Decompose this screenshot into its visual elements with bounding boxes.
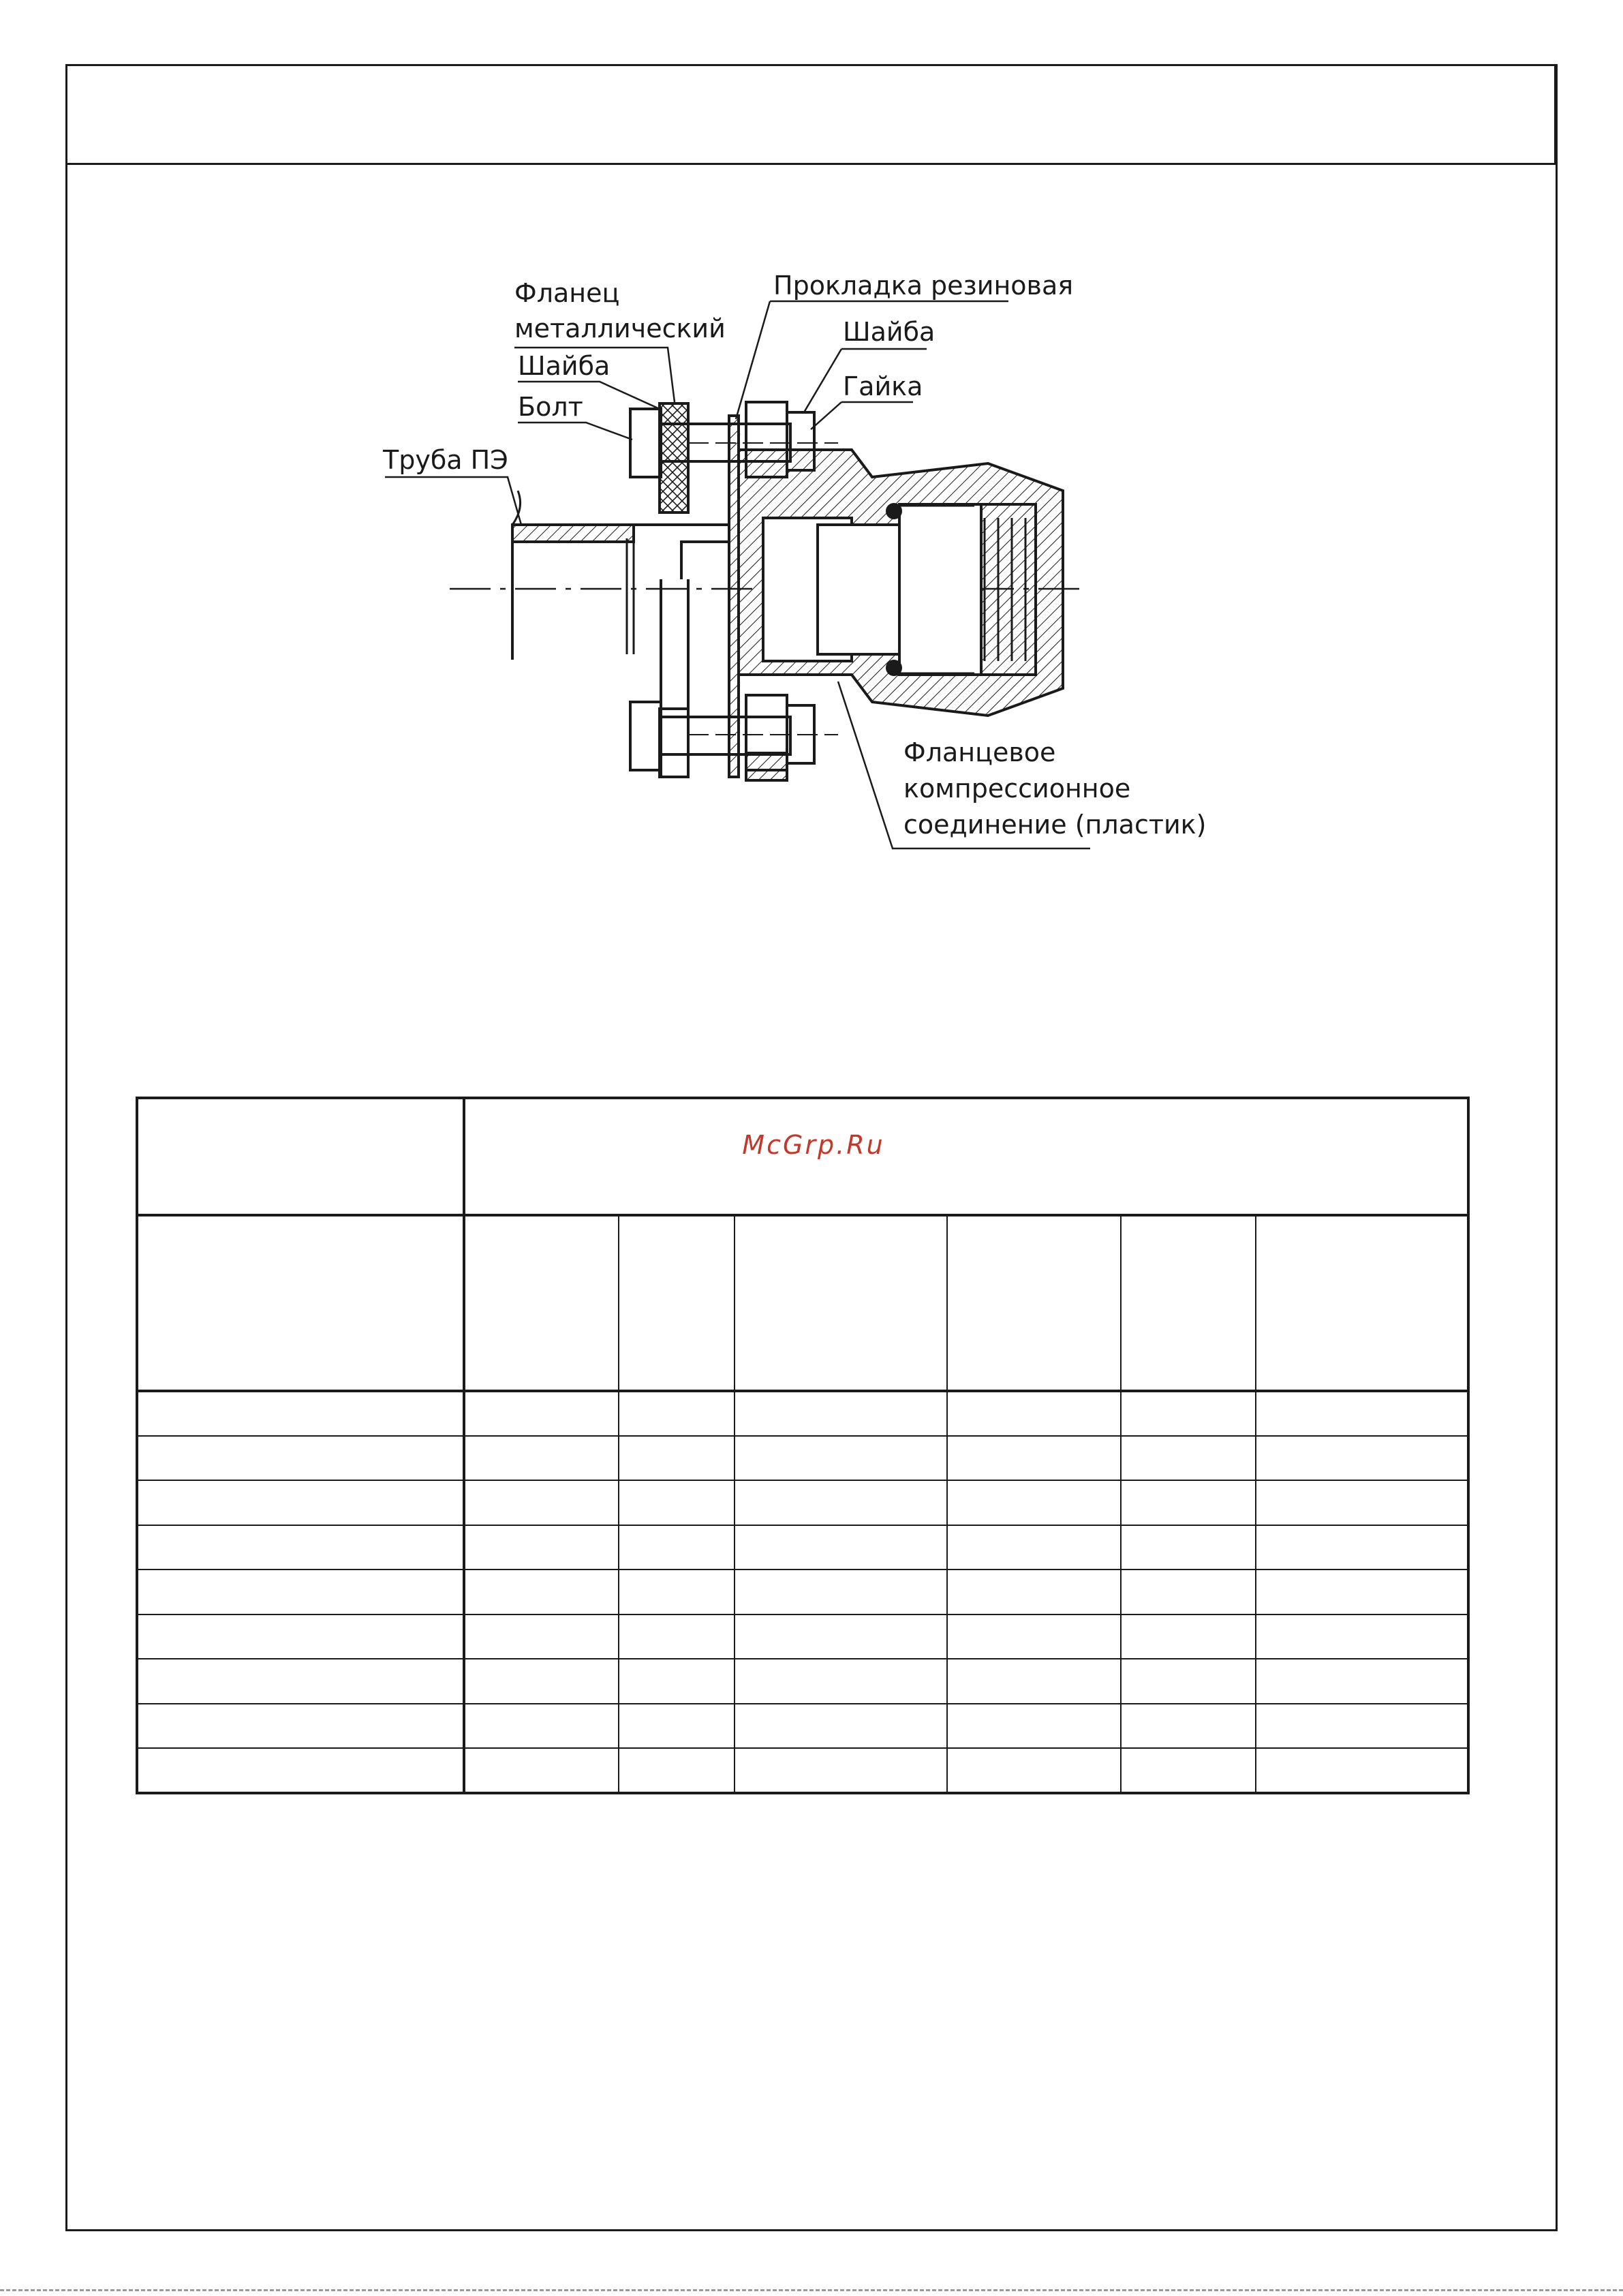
bottom-edge-strip <box>0 2289 1623 2294</box>
metal-flange-shape <box>660 403 688 777</box>
rubber-gasket-shape <box>729 416 739 777</box>
label-fitting-line1: Фланцевое <box>903 737 1056 767</box>
spec-table <box>137 1098 1468 1793</box>
label-pipe: Труба ПЭ <box>383 445 508 475</box>
fitting-body-shape <box>739 450 1063 716</box>
label-washer-left: Шайба <box>518 351 610 381</box>
label-flange-line2: металлический <box>514 313 726 343</box>
pe-pipe-shape <box>512 491 634 660</box>
table-row-lines <box>137 1436 1468 1748</box>
watermark-text: McGrp.Ru <box>742 1130 885 1160</box>
label-bolt: Болт <box>518 392 583 422</box>
label-fitting-line2: компрессионное <box>903 774 1131 803</box>
label-gasket: Прокладка резиновая <box>773 271 1074 301</box>
label-washer-right: Шайба <box>843 317 936 347</box>
label-nut: Гайка <box>843 371 923 401</box>
label-fitting-line3: соединение (пластик) <box>903 810 1207 840</box>
label-flange-line1: Фланец <box>514 278 620 308</box>
